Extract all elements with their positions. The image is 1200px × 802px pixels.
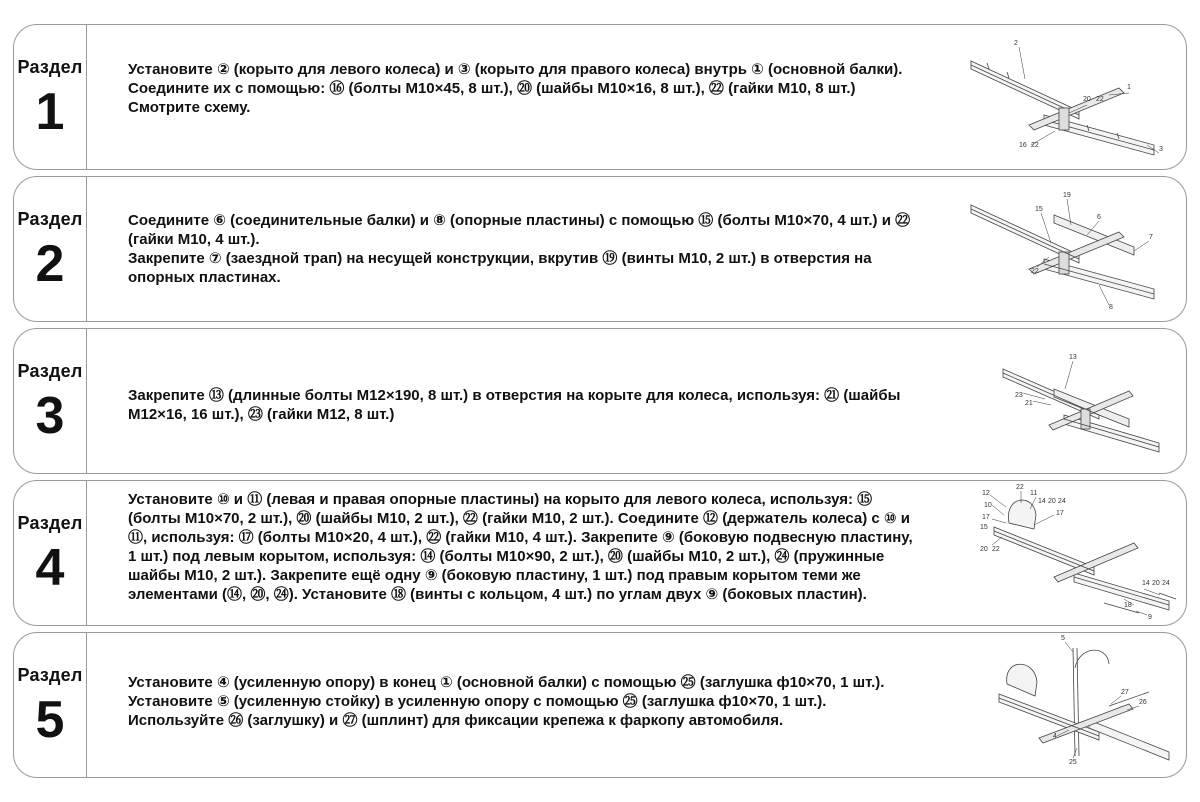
section-label-column (14, 633, 87, 777)
instruction-line: Установите ④ (усиленную опору) в конец ① (основной балки) с помощью ㉕ (заглушка ф10×70, 1 шт.). Установите ⑤ (усиленную стойку) в усиленную опору с помощью ㉕ (заглушка ф10×70, 1 шт.). Используйте ㉖ (заглушку) и ㉗ (шплинт) для фиксации крепежа к фаркопу автомобиля. (128, 674, 885, 729)
callout-label: 21 (1025, 400, 1033, 407)
instruction-line: Смотрите схему. (128, 99, 251, 116)
section-card-5 (13, 632, 1187, 778)
section-card-2 (13, 176, 1187, 322)
callout-label: 25 (1069, 759, 1077, 766)
callout-label: 13 (1069, 354, 1077, 361)
callout-label: 15 (1035, 206, 1043, 213)
section-word: Раздел (17, 360, 83, 381)
callout-label: 14 (1038, 498, 1046, 505)
callout-label: 19 (1063, 192, 1071, 199)
callout-label: 20 (980, 546, 988, 553)
callout-label: 17 (1056, 510, 1064, 517)
instruction-line: Установите ⑩ и ⑪ (левая и правая опорные пластины) на корыто для левого колеса, используя: ⑮ (болты М10×70, 2 шт.), ⑳ (шайбы М10, 2 шт.), ㉒ (гайки М10, 2 шт.). Соедините ⑫ (держатель колеса) с ⑩ и ⑪, используя: ⑰ (болты М10×20, 4 шт.), ㉒ (гайки М10, 4 шт.). Закрепите ⑨ (боковую подвесную пластину, 1 шт.) под левым корытом, используя: ⑭ (болты М10×90, 2 шт.), ⑳ (шайбы М10, 2 шт.), ㉔ (пружинные шайбы М10, 2 шт.). Закрепите ещё одну ⑨ (боковую пластину, 1 шт.) под правым корытом теми же элементами (⑭, ⑳, ㉔). Установите ⑱ (винты с кольцом, 4 шт.) по углам двух ⑨ (боковых пластин). (128, 491, 913, 603)
callout-label: 24 (1058, 498, 1066, 505)
section-number: 1 (35, 82, 65, 141)
section-instructions (128, 60, 918, 117)
section-card-4 (13, 480, 1187, 626)
callout-label: 8 (1109, 304, 1113, 311)
section-label-column (14, 177, 87, 321)
section-card-1 (13, 24, 1187, 170)
callout-label: 26 (1139, 699, 1147, 706)
callout-label: 22 (1016, 484, 1024, 491)
section-number: 3 (35, 386, 65, 445)
section-number: 2 (35, 234, 65, 293)
assembly-diagram-3 (989, 349, 1174, 467)
section-word: Раздел (17, 512, 83, 533)
callout-label: 14 (1142, 580, 1150, 587)
callout-label: 20 (1083, 96, 1091, 103)
instruction-line: Соедините их с помощью: ⑯ (болты М10×45, 8 шт.), ⑳ (шайбы М10×16, 8 шт.), ㉒ (гайки М10, 8 шт.) (128, 80, 856, 97)
section-number: 4 (35, 538, 65, 597)
callout-label: 17 (982, 514, 990, 521)
callout-label: 22 (992, 546, 1000, 553)
section-instructions (128, 673, 918, 730)
callout-label: 22 (1031, 268, 1039, 275)
callout-label: 12 (982, 490, 990, 497)
callout-label: 9 (1148, 614, 1152, 621)
instruction-line: Закрепите ⑦ (заездной трап) на несущей конструкции, вкрутив ⑲ (винты М10, 2 шт.) в отверстия на опорных пластинах. (128, 250, 872, 286)
assembly-diagram-2 (959, 185, 1174, 315)
callout-label: 15 (980, 524, 988, 531)
callout-label: 1 (1127, 84, 1131, 91)
section-label-column (14, 25, 87, 169)
callout-label: 22 (1031, 142, 1039, 149)
callout-label: 20 (1048, 498, 1056, 505)
callout-label: 7 (1149, 234, 1153, 241)
callout-label: 20 (1152, 580, 1160, 587)
section-instructions (128, 386, 918, 424)
callout-label: 2 (1014, 40, 1018, 47)
instruction-line: Соедините ⑥ (соединительные балки) и ⑧ (опорные пластины) с помощью ⑮ (болты М10×70, 4 шт.) и ㉒ (гайки М10, 4 шт.). (128, 212, 911, 248)
section-instructions (128, 211, 918, 287)
assembly-diagram-5 (979, 636, 1179, 774)
callout-label: 27 (1121, 689, 1129, 696)
section-card-3 (13, 328, 1187, 474)
callout-label: 5 (1061, 635, 1065, 642)
assembly-diagram-4 (964, 485, 1184, 621)
section-word: Раздел (17, 208, 83, 229)
section-instructions (128, 490, 918, 604)
callout-label: 6 (1097, 214, 1101, 221)
callout-label: 10 (984, 502, 992, 509)
callout-label: 11 (1030, 490, 1038, 497)
callout-label: 3 (1159, 146, 1163, 153)
section-number: 5 (35, 690, 65, 749)
callout-label: 4 (1053, 733, 1057, 740)
section-label-column (14, 481, 87, 625)
assembly-diagram-1 (959, 33, 1174, 163)
instruction-line: Закрепите ⑬ (длинные болты М12×190, 8 шт.) в отверстия на корыте для колеса, используя: ㉑ (шайбы М12×16, 16 шт.), ㉓ (гайки М12, 8 шт.) (128, 387, 901, 423)
section-label-column (14, 329, 87, 473)
callout-label: 22 (1096, 96, 1104, 103)
callout-label: 23 (1015, 392, 1023, 399)
callout-label: 16 (1019, 142, 1027, 149)
callout-label: 18 (1124, 602, 1132, 609)
instruction-line: Установите ② (корыто для левого колеса) и ③ (корыто для правого колеса) внутрь ① (основной балки). (128, 61, 903, 78)
section-word: Раздел (17, 56, 83, 77)
callout-label: 24 (1162, 580, 1170, 587)
section-word: Раздел (17, 664, 83, 685)
